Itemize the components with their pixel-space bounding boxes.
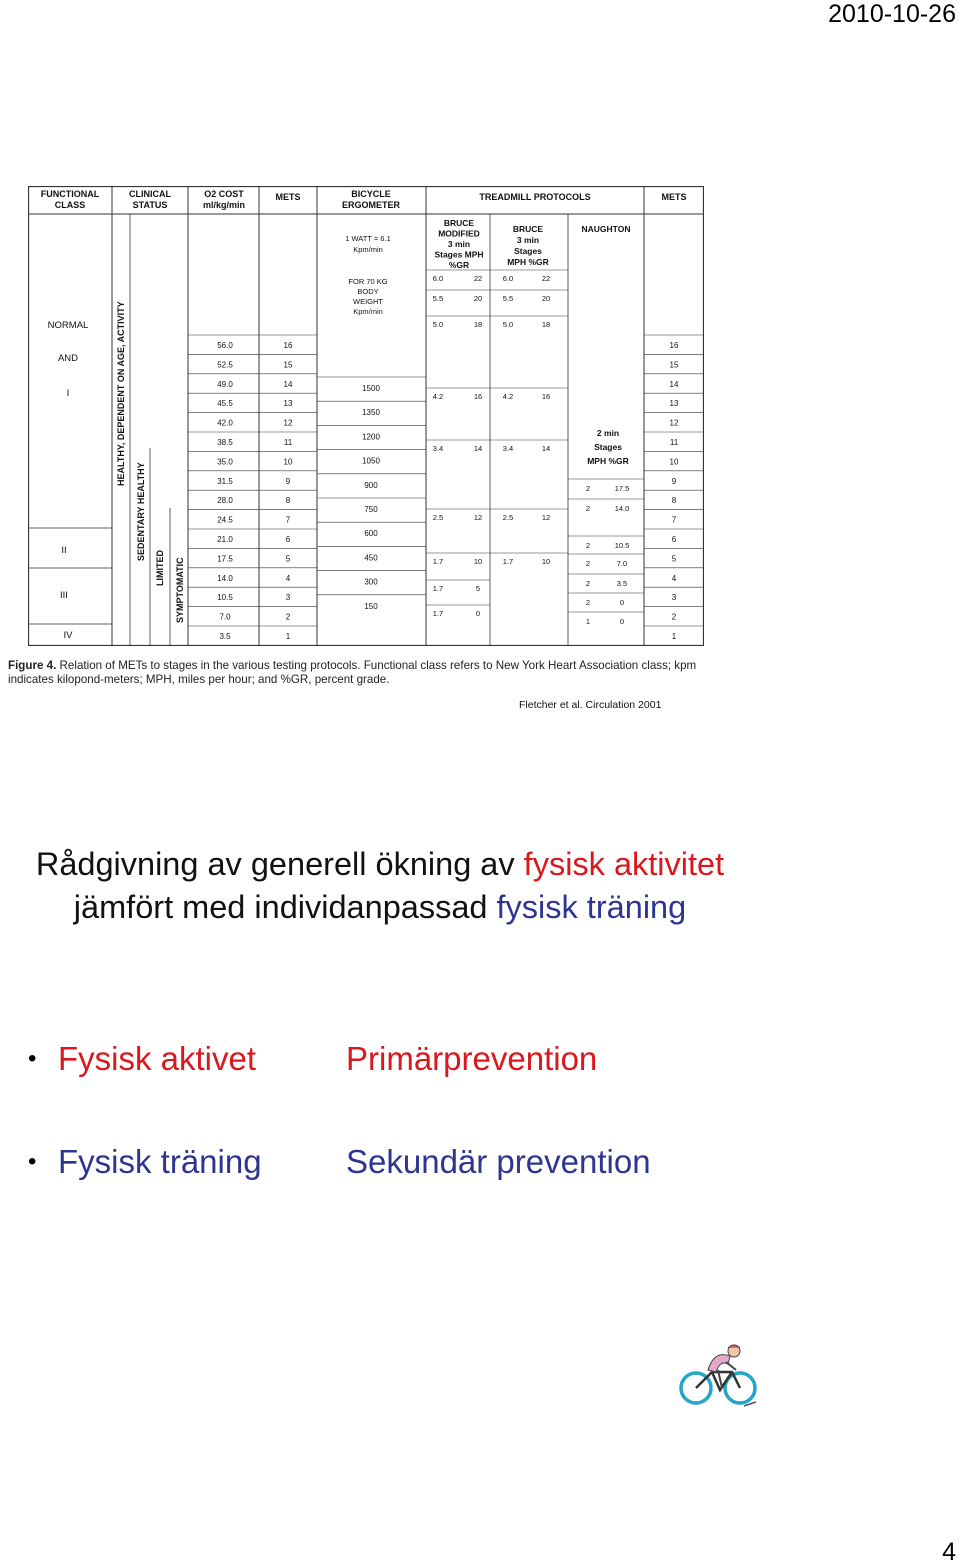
bruce-modified-grade: 0 [475, 609, 481, 618]
mets-right-value: 15 [669, 360, 679, 370]
mets-right-value: 6 [671, 535, 677, 544]
bicycle-value: 1050 [362, 456, 380, 466]
bruce-modified-grade: 14 [473, 444, 483, 453]
o2-value: 7.0 [219, 612, 231, 622]
heading-physical-training: fysisk träning [496, 889, 687, 925]
mets-right-value: 3 [671, 593, 677, 603]
class-ii: II [61, 545, 67, 556]
bruce-modified-grade: 10 [473, 557, 483, 566]
clinical-status-label: LIMITED [155, 550, 165, 586]
o2-value: 35.0 [217, 457, 233, 467]
bruce-header: BRUCE [512, 224, 544, 234]
bruce-grade: 12 [541, 513, 551, 522]
naughton-mph: 2 [585, 598, 591, 607]
o2-value: 42.0 [217, 418, 233, 428]
bruce-mph: 6.0 [502, 274, 514, 283]
bicycle-value: 600 [364, 529, 378, 539]
bruce-modified-mph: 1.7 [432, 557, 444, 566]
header-mets: METS [275, 192, 301, 202]
page-number: 4 [942, 1538, 956, 1566]
bicycle-note: FOR 70 KG [348, 277, 388, 286]
bicycle-value: 750 [364, 505, 378, 514]
naughton-header: NAUGHTON [581, 224, 631, 234]
naughton-mph: 1 [585, 617, 591, 626]
bullet-secondary-prevention: Sekundär prevention [346, 1143, 651, 1180]
bruce-modified-grade: 12 [473, 513, 483, 522]
bruce-modified-header: %GR [448, 260, 470, 270]
bullet-dot-icon: • [28, 1148, 37, 1175]
bruce-modified-header: BRUCE [443, 218, 475, 228]
naughton-grade: 0 [619, 598, 625, 607]
mets-value: 5 [285, 554, 291, 564]
citation-credit: Fletcher et al. Circulation 2001 [519, 699, 662, 711]
o2-value: 28.0 [217, 496, 233, 506]
o2-value: 45.5 [217, 399, 233, 409]
header-functional-class: FUNCTIONAL [40, 189, 100, 199]
class-i: I [66, 388, 70, 399]
mets-right-value: 16 [669, 341, 679, 350]
naughton-subheader: 2 min [596, 428, 620, 438]
naughton-grade: 17.5 [614, 484, 630, 493]
mets-right-value: 10 [669, 457, 679, 467]
bruce-modified-mph: 2.5 [432, 513, 444, 522]
o2-value: 14.0 [217, 573, 233, 583]
o2-value: 56.0 [217, 341, 233, 350]
naughton-grade: 10.5 [614, 541, 630, 550]
naughton-mph: 2 [585, 559, 591, 568]
o2-value: 10.5 [217, 593, 233, 603]
header-mets-right: METS [661, 192, 687, 202]
bullet-activity: Fysisk aktivet [58, 1040, 257, 1077]
mets-right-value: 8 [671, 496, 677, 506]
bruce-modified-grade: 20 [473, 294, 483, 303]
heading-part-1: Rådgivning av generell ökning av [35, 846, 524, 882]
heading-part-3: jämfört med individanpassad [73, 889, 497, 925]
bruce-modified-mph: 1.7 [432, 609, 444, 618]
naughton-grade: 0 [619, 617, 625, 626]
mets-value: 10 [283, 457, 293, 467]
naughton-subheader: MPH %GR [587, 456, 629, 466]
mets-value: 2 [285, 612, 291, 622]
mets-value: 3 [285, 593, 291, 603]
mets-right-value: 14 [669, 379, 679, 389]
naughton-mph: 2 [585, 541, 591, 550]
header-bicycle: ERGOMETER [341, 200, 401, 210]
bruce-modified-grade: 16 [473, 392, 483, 401]
mets-right-value: 12 [669, 418, 679, 428]
header-bicycle: BICYCLE [351, 189, 391, 199]
mets-right-value: 5 [671, 554, 677, 564]
naughton-subheader: Stages [594, 442, 622, 452]
o2-value: 49.0 [217, 379, 233, 389]
header-o2-cost: ml/kg/min [202, 200, 246, 210]
naughton-grade: 14.0 [614, 504, 630, 513]
bruce-mph: 5.0 [502, 320, 514, 329]
bicycle-value: 1200 [362, 432, 380, 442]
bruce-modified-mph: 6.0 [432, 274, 444, 283]
mets-value: 6 [285, 535, 291, 544]
bruce-header: MPH %GR [507, 257, 549, 267]
date-label: 2010-10-26 [828, 0, 956, 28]
mets-value: 14 [283, 379, 293, 389]
bicycle-value: 150 [364, 601, 378, 611]
mets-value: 16 [283, 341, 293, 350]
bruce-modified-mph: 5.5 [432, 294, 444, 303]
bruce-modified-mph: 1.7 [432, 584, 444, 593]
bruce-modified-header: Stages MPH [434, 249, 484, 260]
mets-right-value: 13 [669, 399, 679, 409]
o2-value: 31.5 [217, 476, 233, 486]
o2-value: 21.0 [217, 535, 233, 544]
bicycle-value: 300 [364, 577, 378, 587]
bicycle-value: 1350 [362, 408, 380, 418]
bruce-mph: 1.7 [502, 557, 514, 566]
bullet-training: Fysisk träning [58, 1143, 262, 1180]
bicycle-note: BODY [357, 287, 379, 296]
mets-right-value: 9 [671, 476, 677, 486]
bruce-modified-grade: 22 [473, 274, 483, 283]
bicycle-value: 1500 [362, 384, 380, 393]
bruce-modified-grade: 5 [475, 584, 481, 593]
header-functional-class: CLASS [54, 200, 86, 210]
bruce-mph: 2.5 [502, 513, 514, 522]
bruce-header: Stages [514, 246, 542, 256]
bruce-mph: 5.5 [502, 294, 514, 303]
naughton-grade: 7.0 [616, 559, 628, 568]
bruce-modified-mph: 3.4 [432, 444, 444, 453]
header-clinical-status: STATUS [132, 200, 168, 210]
cyclist-icon [678, 1342, 758, 1410]
bruce-grade: 14 [541, 444, 551, 453]
class-and: AND [57, 353, 79, 364]
header-clinical-status: CLINICAL [129, 189, 171, 199]
bullet-dot-icon: • [28, 1045, 37, 1072]
bruce-grade: 20 [541, 294, 551, 303]
mets-right-value: 1 [671, 632, 677, 641]
mets-value: 15 [283, 360, 293, 370]
bruce-mph: 3.4 [502, 444, 514, 453]
bicycle-note: Kpm/min [353, 307, 383, 316]
mets-right-value: 2 [671, 612, 677, 622]
bicycle-note: 1 WATT = 6.1 [345, 234, 391, 243]
caption-text: Relation of METs to stages in the various testing protocols. Functional class refers to New York Heart Association class; kpm indicates kilopond-meters; MPH, miles per hour; and %GR, percent grade. [8, 659, 697, 686]
clinical-status-label: SYMPTOMATIC [175, 557, 185, 623]
clinical-status-label: HEALTHY, DEPENDENT ON AGE, ACTIVITY [116, 301, 126, 486]
naughton-mph: 2 [585, 504, 591, 513]
bicycle-value: 900 [364, 480, 378, 490]
mets-value: 12 [283, 418, 293, 428]
slide-heading [20, 843, 740, 929]
heading-physical-activity: fysisk aktivitet [523, 846, 725, 882]
bruce-modified-header: 3 min [447, 239, 471, 249]
mets-value: 13 [283, 399, 293, 409]
mets-value: 7 [285, 515, 291, 525]
mets-protocol-figure [28, 186, 704, 646]
figure-caption [8, 659, 728, 687]
bruce-modified-mph: 5.0 [432, 320, 444, 329]
naughton-mph: 2 [585, 579, 591, 588]
class-normal: NORMAL [47, 320, 89, 331]
mets-value: 4 [285, 573, 291, 583]
o2-value: 38.5 [217, 438, 233, 447]
bicycle-note: WEIGHT [353, 297, 383, 306]
bullet-primary-prevention: Primärprevention [346, 1040, 598, 1077]
caption-label: Figure 4. [8, 659, 57, 672]
mets-value: 8 [285, 496, 291, 506]
o2-value: 52.5 [217, 360, 233, 370]
o2-value: 17.5 [217, 554, 233, 564]
bruce-grade: 18 [541, 320, 551, 329]
bruce-modified-mph: 4.2 [432, 392, 444, 401]
bruce-modified-header: MODIFIED [438, 228, 480, 239]
bruce-grade: 16 [541, 392, 551, 401]
mets-right-value: 11 [669, 438, 679, 447]
naughton-mph: 2 [585, 484, 591, 493]
bruce-grade: 10 [541, 557, 551, 566]
class-iii: III [60, 590, 68, 601]
clinical-status-label: SEDENTARY HEALTHY [136, 462, 146, 561]
mets-right-value: 4 [671, 573, 677, 583]
bruce-grade: 22 [541, 274, 551, 283]
mets-value: 1 [285, 632, 291, 641]
mets-value: 11 [283, 438, 293, 447]
bruce-mph: 4.2 [502, 392, 514, 401]
header-treadmill: TREADMILL PROTOCOLS [479, 192, 591, 202]
bruce-header: 3 min [516, 235, 540, 245]
naughton-grade: 3.5 [616, 579, 628, 588]
class-iv: IV [63, 630, 73, 641]
bicycle-value: 450 [364, 553, 378, 563]
bruce-modified-grade: 18 [473, 320, 483, 329]
mets-right-value: 7 [671, 515, 677, 525]
mets-value: 9 [285, 476, 291, 486]
header-o2-cost: O2 COST [204, 189, 244, 199]
bicycle-note: Kpm/min [353, 245, 383, 254]
o2-value: 24.5 [217, 515, 233, 525]
o2-value: 3.5 [219, 632, 231, 641]
